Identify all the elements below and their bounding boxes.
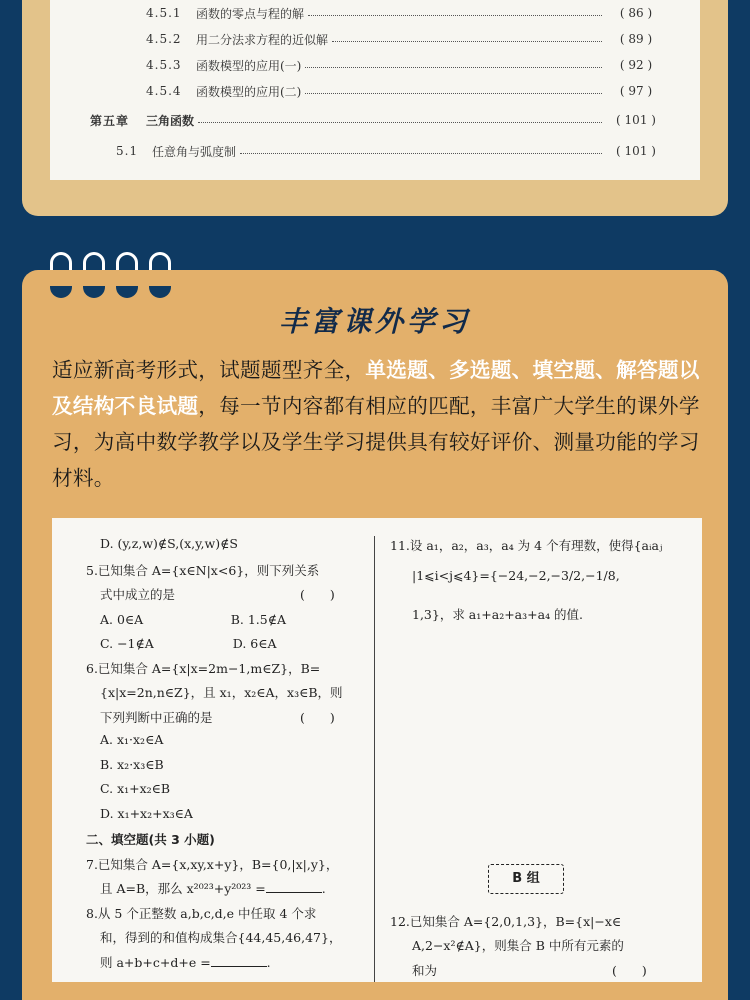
toc-page-number: ( 89 ) [619,32,653,46]
toc-page-number: ( 101 ) [616,113,656,127]
exercise-line: |1⩽i<j⩽4}={−24,−2,−3/2,−1/8, [412,568,620,583]
toc-row [146,55,666,75]
toc-leader-dots [308,15,602,16]
toc-number: 4.5.4 [146,84,182,98]
toc-title: 函数的零点与程的解 [196,6,305,21]
toc-page-number: ( 86 ) [619,6,653,20]
option-line: B. x₂·x₃∈B [100,757,164,772]
exercise-line: 和为 ( ) [412,963,647,978]
exercise-line: 下列判断中正确的是 ( ) [100,710,335,725]
question-8: 8.从 5 个正整数 a,b,c,d,e 中任取 4 个求 [86,906,317,921]
exercise-line: {x|x=2n,n∈Z}，且 x₁，x₂∈A，x₃∈B，则 [100,685,343,700]
toc-title: 任意角与弧度制 [152,144,237,159]
question-11: 11.设 a₁，a₂，a₃，a₄ 为 4 个有理数，使得{aᵢaⱼ [390,538,663,553]
question-6: 6.已知集合 A={x|x=2m−1,m∈Z}，B= [86,661,321,676]
feature-heading: 丰富课外学习 [278,305,471,338]
exercise-line: 则 a+b+c+d+e = . [100,955,271,970]
toc-number: 4.5.2 [146,32,182,46]
toc-number: 4.5.3 [146,58,182,72]
option-line: C. −1∉A D. 6∈A [100,636,277,651]
option-line: C. x₁+x₂∈B [100,781,171,796]
exercise-line: 式中成立的是 ( ) [100,587,335,602]
toc-number: 4.5.1 [146,6,182,20]
toc-title: 函数模型的应用(一) [196,58,302,73]
answer-blank [266,880,322,893]
question-12: 12.已知集合 A={2,0,1,3}，B={x|−x∈ [390,914,622,929]
toc-page-number: ( 97 ) [619,84,653,98]
ring-hole-icon [149,286,171,298]
toc-row [146,81,666,101]
question-5: 5.已知集合 A={x∈N|x<6}，则下列关系 [86,563,320,578]
question-7: 7.已知集合 A={x,xy,x+y}，B={0,|x|,y}， [86,857,339,872]
ring-hole-icon [50,286,72,298]
desc-text: ，每一节内容都有相应的匹配，丰富广大学生的课外学习，为高中数学教学以及学生学习提供具有较好评价、测量功能的学习材料。 [52,394,700,490]
section-heading: 二、填空题(共 3 小题) [86,832,215,847]
exercise-line: D. (y,z,w)∉S,(x,y,w)∉S [100,536,238,551]
exercise-text: 则 a+b+c+d+e = [100,955,211,970]
ring-hole-icon [116,286,138,298]
toc-title: 用二分法求方程的近似解 [196,32,329,47]
exercise-text: 且 A=B，那么 x²⁰²³+y²⁰²³ = [100,881,266,896]
toc-leader-dots [198,122,602,123]
toc-number: 5.1 [116,144,139,158]
option-line: A. 0∈A B. 1.5∉A [100,612,286,627]
column-divider [374,536,375,982]
desc-text: 适应新高考形式，试题题型齐全， [52,358,366,382]
feature-description [52,352,702,496]
toc-row [146,3,666,23]
toc-leader-dots [305,67,602,68]
toc-leader-dots [305,93,602,94]
toc-leader-dots [332,41,602,42]
toc-chapter-number: 第五章 [90,113,130,128]
option-line: D. x₁+x₂+x₃∈A [100,806,193,821]
exercise-line: 1,3}，求 a₁+a₂+a₃+a₄ 的值. [412,607,584,622]
toc-row [116,141,666,161]
exercise-line: A,2−x²∉A}，则集合 B 中所有元素的 [412,938,624,953]
exercise-line: 和，得到的和值构成集合{44,45,46,47}， [100,930,342,945]
ring-hole-icon [83,286,105,298]
toc-chapter-title: 三角函数 [146,113,195,128]
binder-rings-front [50,252,180,298]
toc-row [146,29,666,49]
option-line: A. x₁·x₂∈A [100,732,164,747]
toc-page [50,0,700,180]
toc-page-number: ( 101 ) [616,144,656,158]
exercise-line: 且 A=B，那么 x²⁰²³+y²⁰²³ = . [100,881,326,896]
desc-highlight: 单选题、多选题、填空题、解答题以及结构不良试题 [52,358,700,418]
toc-chapter-row [90,110,666,130]
toc-leader-dots [240,153,602,154]
exercise-page [52,518,702,982]
answer-blank [211,954,267,967]
toc-page-number: ( 92 ) [619,58,653,72]
toc-title: 函数模型的应用(二) [196,84,302,99]
group-b-label: B 组 [488,864,564,894]
